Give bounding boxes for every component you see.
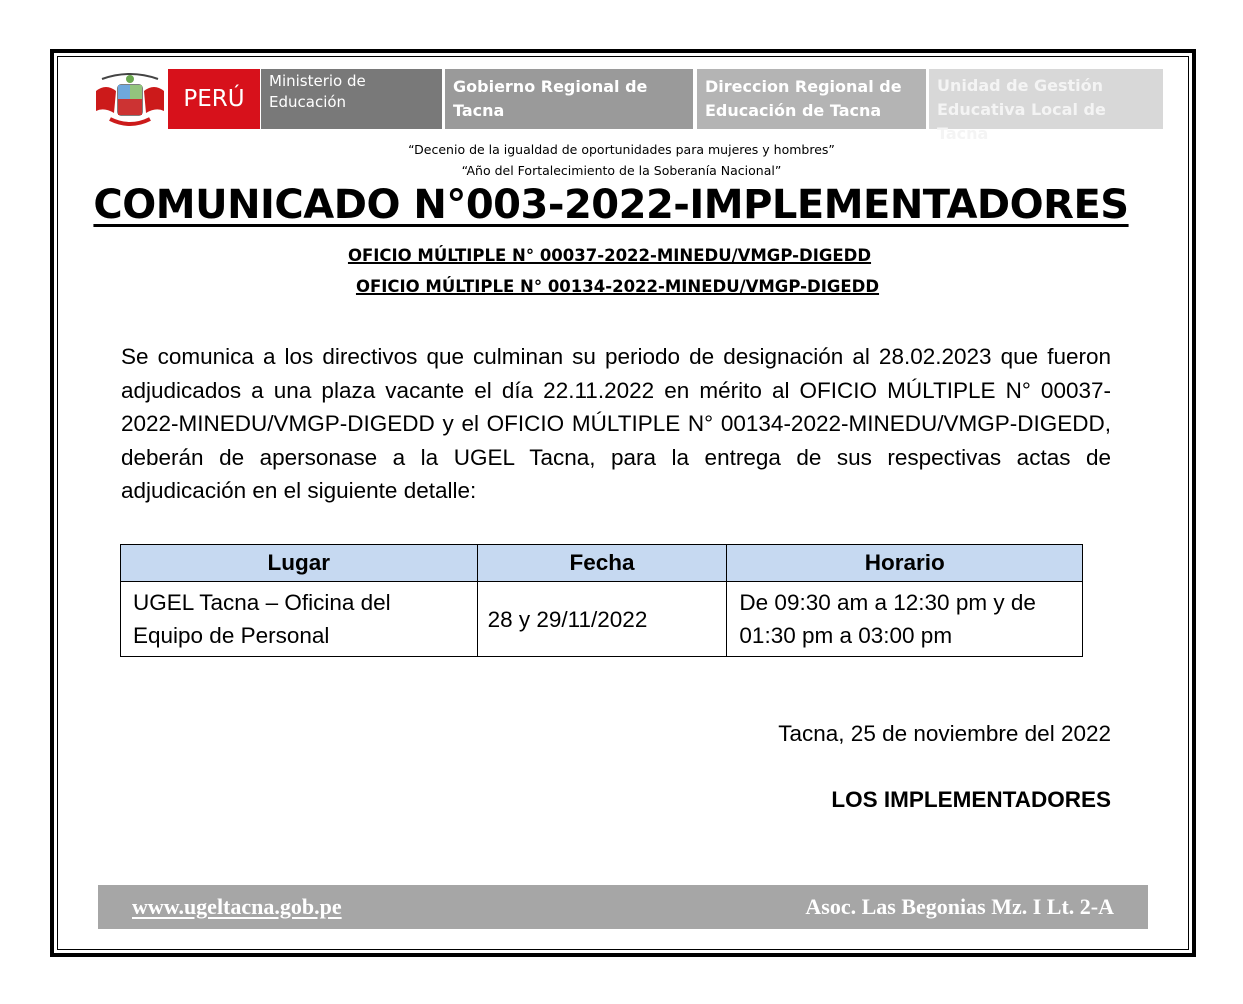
signature-date: Tacna, 25 de noviembre del 2022 [778,721,1111,746]
motto-anio: “Año del Fortalecimiento de la Soberanía Nacional” [461,163,782,178]
ministerio-line-1: Ministerio de [269,72,366,90]
unidad-line-2: Educativa Local de Tacna [937,100,1106,143]
header-fecha: Fecha [477,545,727,582]
cell-lugar: UGEL Tacna – Oficina del Equipo de Personal [121,582,478,657]
unidad-line-1: Unidad de Gestión [937,76,1104,95]
peru-coat-of-arms-logo [92,69,168,129]
gobierno-line-1: Gobierno Regional de [453,77,648,96]
gobierno-regional-block [445,69,693,129]
cell-fecha: 28 y 29/11/2022 [477,582,727,657]
direccion-line-2: Educación de Tacna [705,101,882,120]
oficio-reference-2: OFICIO MÚLTIPLE N° 00134-2022-MINEDU/VMGP-DIGEDD [355,277,880,296]
cell-horario: De 09:30 am a 12:30 pm y de 01:30 pm a 03:00 pm [727,582,1083,657]
document-title: COMUNICADO N°003-2022-IMPLEMENTADORES [93,182,1129,228]
mottos [0,139,1243,181]
body-paragraph: Se comunica a los directivos que culminan su periodo de designación al 28.02.2023 que fueron adjudicados a una plaza vacante el día 22.11.2022 en mérito al OFICIO MÚLTIPLE N° 00037-2022-MINEDU/VMGP-DIGEDD y el OFICIO MÚLTIPLE N° 00134-2022-MINEDU/VMGP-DIGEDD, deberán de apersonase a la UGEL Tacna, para la entrega de sus respectivas actas de adjudicación en el siguiente detalle: [121,344,1111,503]
footer-bar [98,885,1148,929]
signature-name: LOS IMPLEMENTADORES [831,787,1111,812]
ugel-block [929,69,1163,143]
direccion-regional-block [697,69,926,129]
direccion-line-1: Direccion Regional de [705,77,902,96]
schedule-table [120,544,1083,657]
header-lugar: Lugar [121,545,478,582]
footer-website-link[interactable]: www.ugeltacna.gob.pe [132,894,342,919]
gobierno-line-2: Tacna [453,101,505,120]
footer-address: Asoc. Las Begonias Mz. I Lt. 2-A [805,894,1114,919]
table-row [121,582,1083,657]
oficio-reference-1: OFICIO MÚLTIPLE N° 00037-2022-MINEDU/VMGP-DIGEDD [347,246,872,265]
ministerio-line-2: Educación [269,93,347,111]
peru-brand-badge: PERÚ [168,69,260,129]
motto-decenio: “Decenio de la igualdad de oportunidades para mujeres y hombres” [408,142,835,157]
header-horario: Horario [727,545,1083,582]
table-header-row [121,545,1083,582]
ministerio-block [261,69,442,129]
